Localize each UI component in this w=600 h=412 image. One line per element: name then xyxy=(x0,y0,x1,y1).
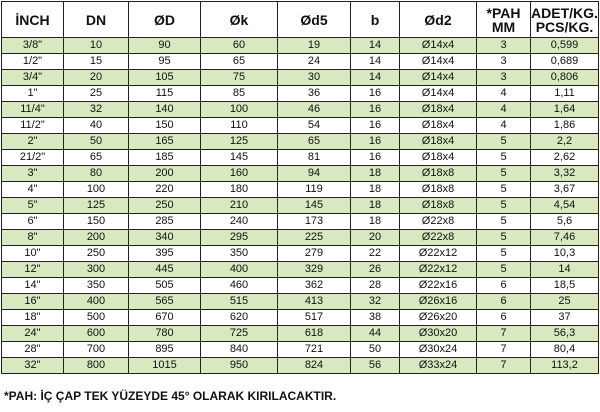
cell-od: 285 xyxy=(129,214,201,230)
cell-ok: 100 xyxy=(201,102,278,118)
cell-dn: 400 xyxy=(64,294,129,310)
cell-pah: 5 xyxy=(477,198,531,214)
cell-dn: 15 xyxy=(64,54,129,70)
cell-pcs-kg: 18,5 xyxy=(531,278,599,294)
cell-od5: 81 xyxy=(278,150,351,166)
cell-inch: 3/4" xyxy=(2,70,64,86)
cell-od: 115 xyxy=(129,86,201,102)
cell-inch: 10" xyxy=(2,246,64,262)
cell-ok: 210 xyxy=(201,198,278,214)
cell-pah: 5 xyxy=(477,214,531,230)
cell-pah: 5 xyxy=(477,262,531,278)
cell-od2: Ø22x12 xyxy=(400,246,477,262)
cell-ok: 840 xyxy=(201,342,278,358)
cell-b: 14 xyxy=(351,70,400,86)
cell-od5: 65 xyxy=(278,134,351,150)
table-row xyxy=(2,326,599,342)
cell-od: 340 xyxy=(129,230,201,246)
table-row xyxy=(2,54,599,70)
cell-b: 18 xyxy=(351,166,400,182)
cell-dn: 200 xyxy=(64,230,129,246)
cell-inch: 2" xyxy=(2,134,64,150)
cell-od2: Ø30x20 xyxy=(400,326,477,342)
cell-pcs-kg: 56,3 xyxy=(531,326,599,342)
cell-od: 105 xyxy=(129,70,201,86)
cell-od2: Ø14x4 xyxy=(400,54,477,70)
cell-inch: 8" xyxy=(2,230,64,246)
cell-od2: Ø26x20 xyxy=(400,310,477,326)
table-row xyxy=(2,102,599,118)
table-body xyxy=(2,38,599,374)
cell-ok: 60 xyxy=(201,38,278,54)
cell-od: 185 xyxy=(129,150,201,166)
cell-od2: Ø22x8 xyxy=(400,230,477,246)
cell-od: 90 xyxy=(129,38,201,54)
cell-od2: Ø18x4 xyxy=(400,102,477,118)
col-header-od: ØD xyxy=(129,2,201,38)
cell-b: 14 xyxy=(351,38,400,54)
cell-od: 165 xyxy=(129,134,201,150)
cell-od5: 94 xyxy=(278,166,351,182)
cell-b: 16 xyxy=(351,102,400,118)
table-row xyxy=(2,134,599,150)
cell-b: 18 xyxy=(351,198,400,214)
cell-dn: 65 xyxy=(64,150,129,166)
cell-ok: 460 xyxy=(201,278,278,294)
cell-od5: 173 xyxy=(278,214,351,230)
cell-od: 565 xyxy=(129,294,201,310)
col-header-ok: Øk xyxy=(201,2,278,38)
cell-od5: 54 xyxy=(278,118,351,134)
cell-od2: Ø18x8 xyxy=(400,198,477,214)
col-header-od2: Ød2 xyxy=(400,2,477,38)
cell-od5: 517 xyxy=(278,310,351,326)
cell-dn: 150 xyxy=(64,214,129,230)
cell-ok: 75 xyxy=(201,70,278,86)
cell-ok: 350 xyxy=(201,246,278,262)
cell-inch: 14" xyxy=(2,278,64,294)
cell-od: 780 xyxy=(129,326,201,342)
cell-pcs-kg: 80,4 xyxy=(531,342,599,358)
cell-pcs-kg: 113,2 xyxy=(531,358,599,374)
cell-pcs-kg: 25 xyxy=(531,294,599,310)
cell-pah: 5 xyxy=(477,134,531,150)
cell-dn: 10 xyxy=(64,38,129,54)
cell-b: 18 xyxy=(351,182,400,198)
cell-inch: 24" xyxy=(2,326,64,342)
cell-pah: 3 xyxy=(477,38,531,54)
table-row xyxy=(2,86,599,102)
cell-dn: 350 xyxy=(64,278,129,294)
cell-pah: 5 xyxy=(477,150,531,166)
col-header-pcs-kg: ADET/KG. PCS/KG. xyxy=(531,2,599,38)
cell-ok: 620 xyxy=(201,310,278,326)
cell-pah: 5 xyxy=(477,182,531,198)
cell-b: 14 xyxy=(351,54,400,70)
cell-dn: 300 xyxy=(64,262,129,278)
cell-b: 28 xyxy=(351,278,400,294)
cell-ok: 85 xyxy=(201,86,278,102)
cell-od: 250 xyxy=(129,198,201,214)
cell-od5: 46 xyxy=(278,102,351,118)
cell-dn: 125 xyxy=(64,198,129,214)
cell-od: 505 xyxy=(129,278,201,294)
cell-od2: Ø22x8 xyxy=(400,214,477,230)
cell-od2: Ø18x4 xyxy=(400,118,477,134)
cell-pcs-kg: 1,64 xyxy=(531,102,599,118)
cell-b: 20 xyxy=(351,230,400,246)
col-header-pah: *PAH MM xyxy=(477,2,531,38)
table-row xyxy=(2,342,599,358)
cell-pcs-kg: 37 xyxy=(531,310,599,326)
cell-od2: Ø22x16 xyxy=(400,278,477,294)
table-row xyxy=(2,198,599,214)
cell-inch: 3/8" xyxy=(2,38,64,54)
cell-od5: 413 xyxy=(278,294,351,310)
cell-pcs-kg: 0,689 xyxy=(531,54,599,70)
cell-pah: 3 xyxy=(477,70,531,86)
table-row xyxy=(2,278,599,294)
cell-pah: 7 xyxy=(477,326,531,342)
cell-pah: 5 xyxy=(477,246,531,262)
cell-ok: 400 xyxy=(201,262,278,278)
cell-pcs-kg: 7,46 xyxy=(531,230,599,246)
cell-inch: 5" xyxy=(2,198,64,214)
cell-b: 22 xyxy=(351,246,400,262)
cell-od: 445 xyxy=(129,262,201,278)
cell-od5: 824 xyxy=(278,358,351,374)
cell-od5: 618 xyxy=(278,326,351,342)
cell-ok: 180 xyxy=(201,182,278,198)
cell-inch: 11/4" xyxy=(2,102,64,118)
cell-b: 18 xyxy=(351,214,400,230)
cell-dn: 25 xyxy=(64,86,129,102)
footnote: *PAH: İÇ ÇAP TEK YÜZEYDE 45° OLARAK KIRILACAKTIR. xyxy=(4,389,337,403)
cell-pah: 7 xyxy=(477,342,531,358)
cell-dn: 500 xyxy=(64,310,129,326)
cell-od2: Ø18x4 xyxy=(400,134,477,150)
cell-pah: 4 xyxy=(477,118,531,134)
cell-pah: 4 xyxy=(477,86,531,102)
cell-od5: 329 xyxy=(278,262,351,278)
cell-pcs-kg: 10,3 xyxy=(531,246,599,262)
col-header-dn: DN xyxy=(64,2,129,38)
cell-pah: 4 xyxy=(477,102,531,118)
cell-dn: 32 xyxy=(64,102,129,118)
cell-od2: Ø30x24 xyxy=(400,342,477,358)
header-row xyxy=(2,2,599,38)
cell-pah: 6 xyxy=(477,278,531,294)
cell-inch: 21/2" xyxy=(2,150,64,166)
table-row xyxy=(2,38,599,54)
cell-inch: 6" xyxy=(2,214,64,230)
table-row xyxy=(2,70,599,86)
cell-pah: 5 xyxy=(477,230,531,246)
cell-inch: 1/2" xyxy=(2,54,64,70)
cell-od2: Ø26x16 xyxy=(400,294,477,310)
cell-b: 16 xyxy=(351,150,400,166)
cell-od5: 24 xyxy=(278,54,351,70)
cell-dn: 40 xyxy=(64,118,129,134)
table-row xyxy=(2,118,599,134)
cell-od: 895 xyxy=(129,342,201,358)
cell-dn: 600 xyxy=(64,326,129,342)
cell-od2: Ø18x8 xyxy=(400,166,477,182)
cell-ok: 65 xyxy=(201,54,278,70)
flange-dimension-table xyxy=(1,1,599,374)
cell-pcs-kg: 2,2 xyxy=(531,134,599,150)
cell-pcs-kg: 5,6 xyxy=(531,214,599,230)
cell-ok: 160 xyxy=(201,166,278,182)
cell-od2: Ø18x4 xyxy=(400,150,477,166)
cell-ok: 725 xyxy=(201,326,278,342)
cell-od5: 225 xyxy=(278,230,351,246)
cell-inch: 28" xyxy=(2,342,64,358)
cell-ok: 125 xyxy=(201,134,278,150)
cell-od2: Ø14x4 xyxy=(400,38,477,54)
cell-od: 95 xyxy=(129,54,201,70)
cell-inch: 1" xyxy=(2,86,64,102)
cell-pcs-kg: 0,599 xyxy=(531,38,599,54)
cell-inch: 4" xyxy=(2,182,64,198)
table-row xyxy=(2,262,599,278)
col-header-inch: İNCH xyxy=(2,2,64,38)
cell-b: 26 xyxy=(351,262,400,278)
cell-ok: 950 xyxy=(201,358,278,374)
cell-od2: Ø22x12 xyxy=(400,262,477,278)
table-row xyxy=(2,358,599,374)
table-row xyxy=(2,310,599,326)
cell-od2: Ø33x24 xyxy=(400,358,477,374)
cell-inch: 3" xyxy=(2,166,64,182)
cell-pcs-kg: 4,54 xyxy=(531,198,599,214)
cell-ok: 515 xyxy=(201,294,278,310)
cell-od: 670 xyxy=(129,310,201,326)
cell-od: 395 xyxy=(129,246,201,262)
cell-pcs-kg: 3,67 xyxy=(531,182,599,198)
cell-b: 16 xyxy=(351,118,400,134)
cell-od2: Ø14x4 xyxy=(400,70,477,86)
cell-od5: 145 xyxy=(278,198,351,214)
cell-od: 1015 xyxy=(129,358,201,374)
cell-dn: 250 xyxy=(64,246,129,262)
cell-od: 150 xyxy=(129,118,201,134)
table-row xyxy=(2,246,599,262)
cell-pah: 6 xyxy=(477,310,531,326)
table-row xyxy=(2,166,599,182)
cell-dn: 800 xyxy=(64,358,129,374)
cell-od2: Ø18x8 xyxy=(400,182,477,198)
col-header-od5: Ød5 xyxy=(278,2,351,38)
cell-pcs-kg: 1,86 xyxy=(531,118,599,134)
cell-od5: 119 xyxy=(278,182,351,198)
cell-ok: 295 xyxy=(201,230,278,246)
cell-dn: 50 xyxy=(64,134,129,150)
cell-ok: 110 xyxy=(201,118,278,134)
cell-pah: 5 xyxy=(477,166,531,182)
cell-b: 50 xyxy=(351,342,400,358)
cell-dn: 80 xyxy=(64,166,129,182)
cell-b: 56 xyxy=(351,358,400,374)
cell-od: 140 xyxy=(129,102,201,118)
cell-od5: 30 xyxy=(278,70,351,86)
cell-od2: Ø14x4 xyxy=(400,86,477,102)
cell-pcs-kg: 1,11 xyxy=(531,86,599,102)
cell-ok: 145 xyxy=(201,150,278,166)
cell-dn: 20 xyxy=(64,70,129,86)
table-row xyxy=(2,230,599,246)
cell-b: 16 xyxy=(351,86,400,102)
cell-od5: 721 xyxy=(278,342,351,358)
table-row xyxy=(2,150,599,166)
cell-od5: 19 xyxy=(278,38,351,54)
cell-inch: 11/2" xyxy=(2,118,64,134)
cell-pcs-kg: 2,62 xyxy=(531,150,599,166)
cell-inch: 18" xyxy=(2,310,64,326)
cell-dn: 100 xyxy=(64,182,129,198)
cell-od: 220 xyxy=(129,182,201,198)
cell-pcs-kg: 14 xyxy=(531,262,599,278)
cell-pah: 6 xyxy=(477,294,531,310)
col-header-b: b xyxy=(351,2,400,38)
cell-inch: 32" xyxy=(2,358,64,374)
cell-b: 32 xyxy=(351,294,400,310)
cell-od5: 362 xyxy=(278,278,351,294)
cell-b: 44 xyxy=(351,326,400,342)
cell-ok: 240 xyxy=(201,214,278,230)
cell-od5: 279 xyxy=(278,246,351,262)
cell-pcs-kg: 0,806 xyxy=(531,70,599,86)
cell-pah: 7 xyxy=(477,358,531,374)
cell-od: 200 xyxy=(129,166,201,182)
cell-dn: 700 xyxy=(64,342,129,358)
cell-pcs-kg: 3,32 xyxy=(531,166,599,182)
cell-b: 16 xyxy=(351,134,400,150)
cell-od5: 36 xyxy=(278,86,351,102)
table-row xyxy=(2,294,599,310)
table-row xyxy=(2,214,599,230)
cell-pah: 3 xyxy=(477,54,531,70)
cell-inch: 12" xyxy=(2,262,64,278)
cell-inch: 16" xyxy=(2,294,64,310)
table-row xyxy=(2,182,599,198)
cell-b: 38 xyxy=(351,310,400,326)
